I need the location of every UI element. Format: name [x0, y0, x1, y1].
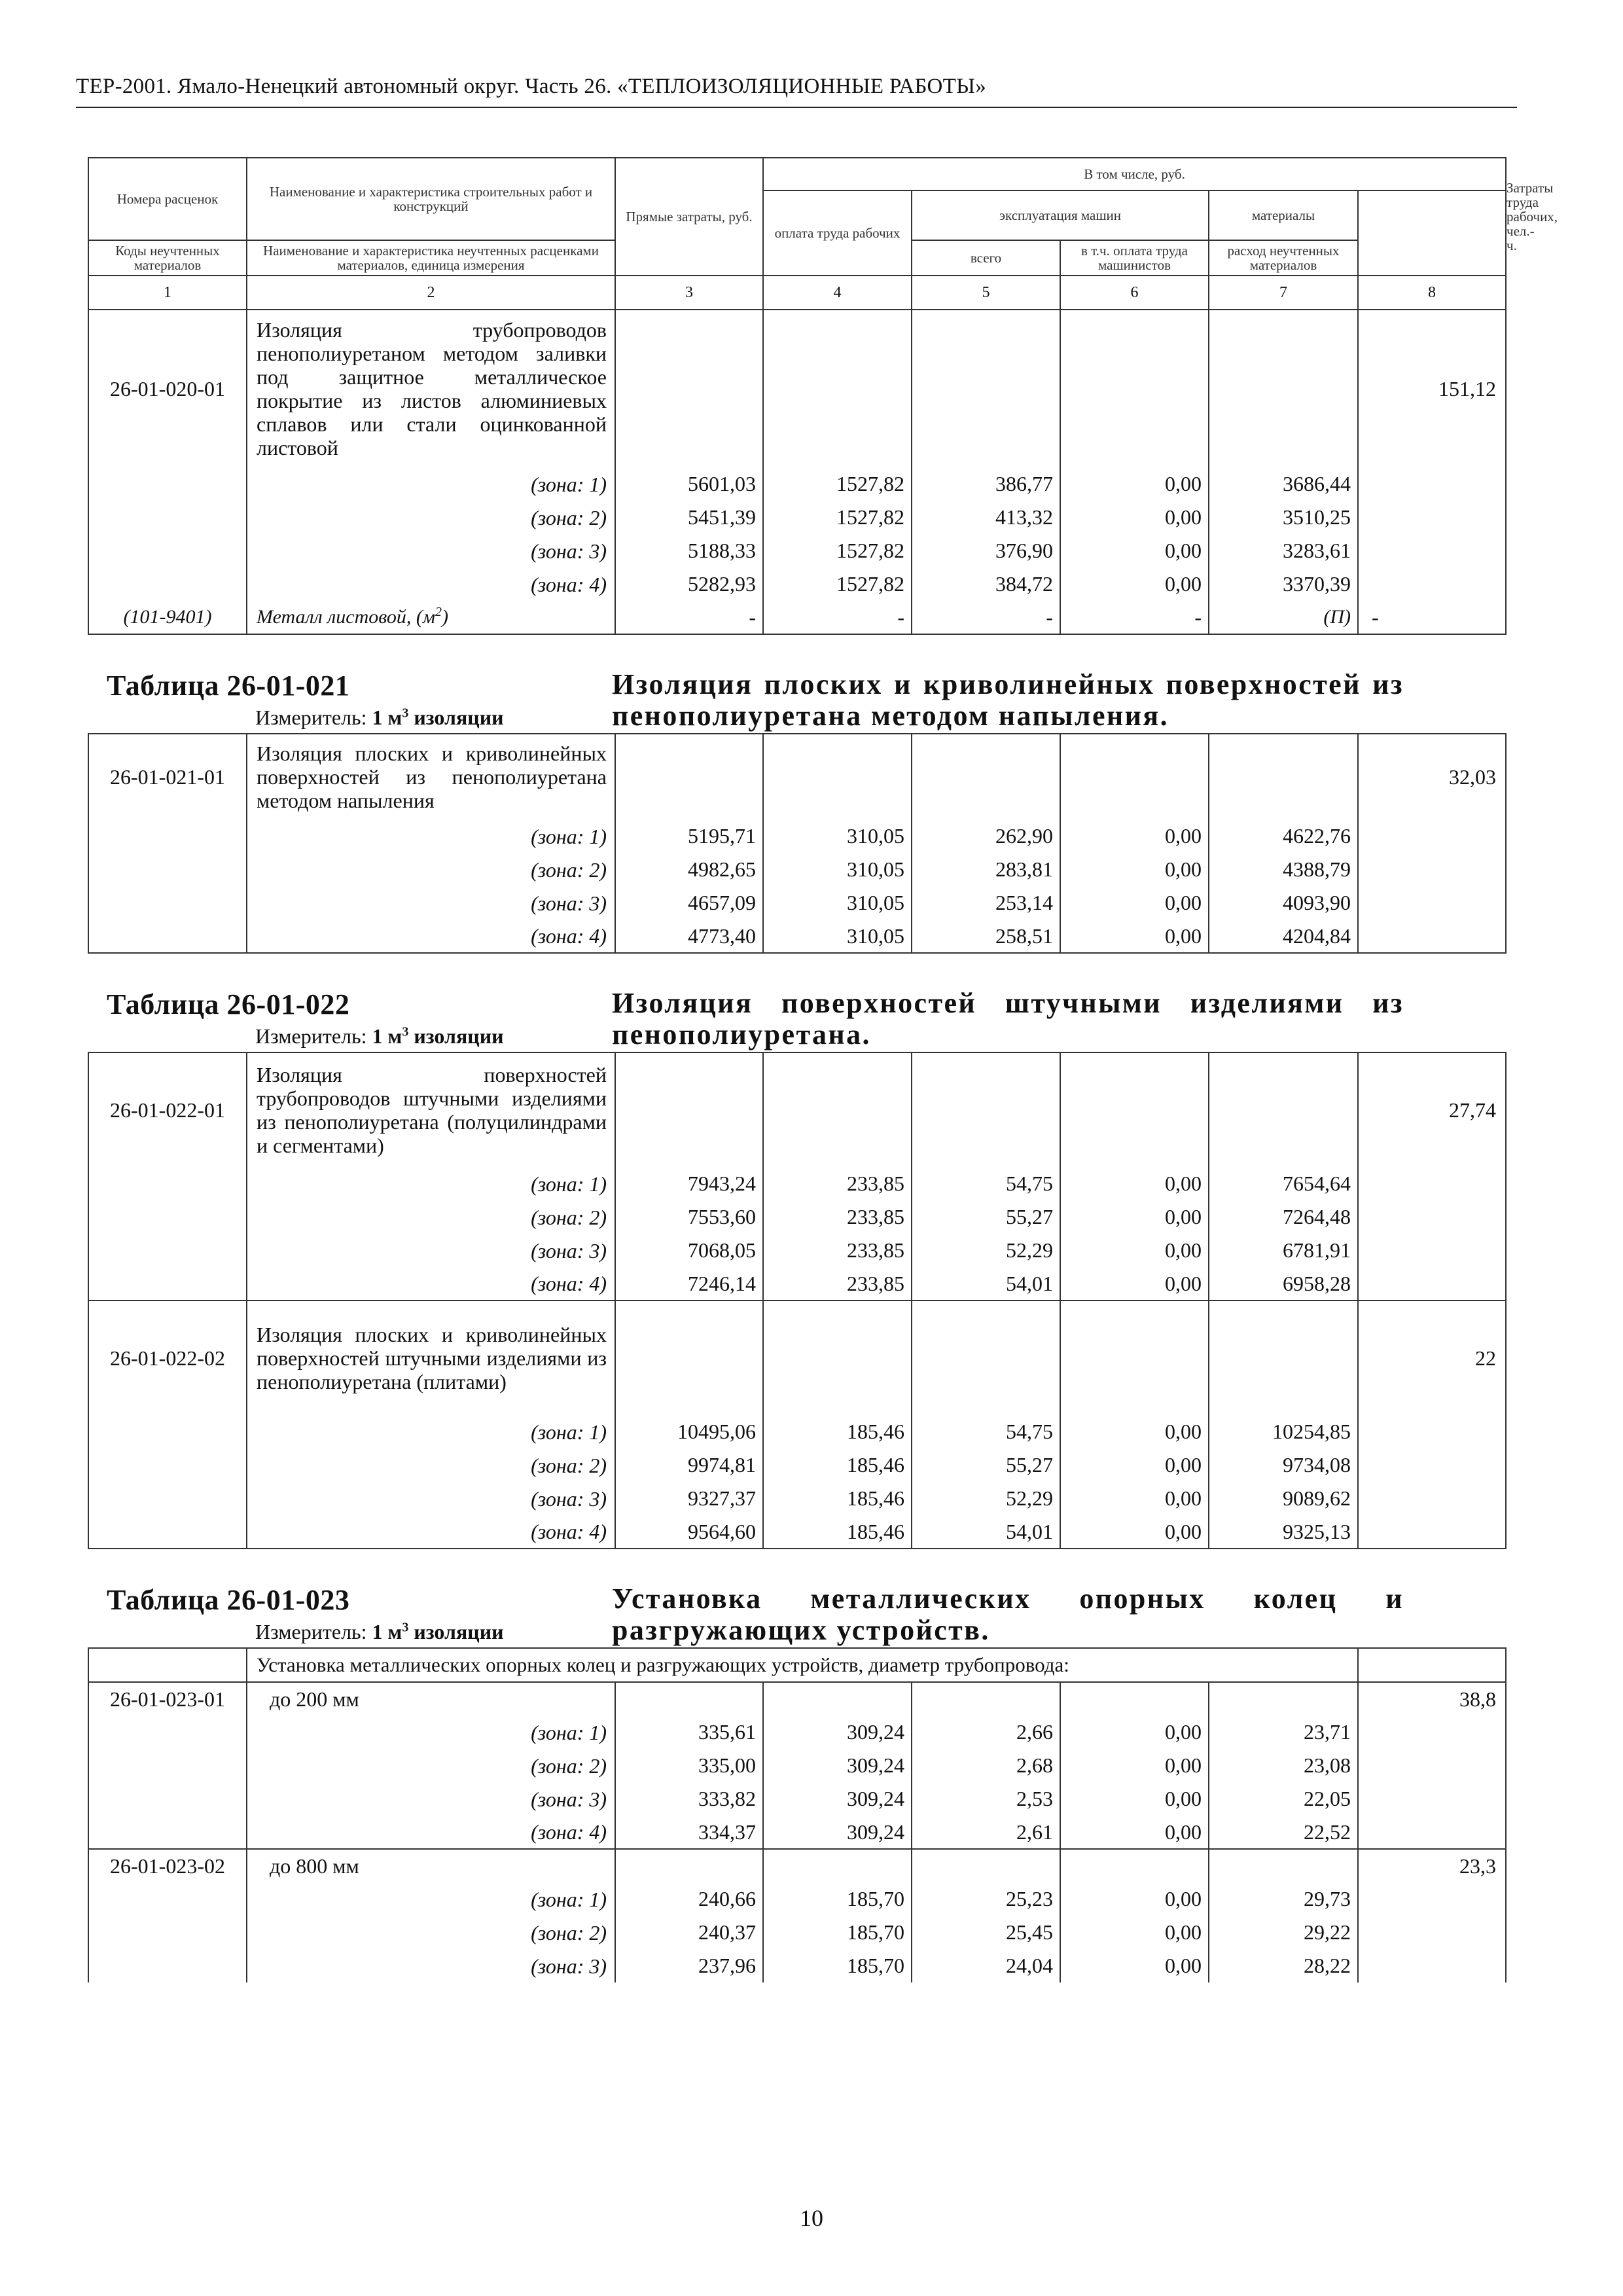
- zone-label: (зона: 1): [247, 467, 615, 501]
- zone-label: (зона: 2): [247, 853, 615, 886]
- zone-row: [88, 1482, 1506, 1515]
- zone-row: [88, 920, 1506, 953]
- zone-label: (зона: 4): [247, 1816, 615, 1849]
- table-title: Изоляция плоских и криволинейных поверхностей из пенополиуретана методом напыления.: [612, 668, 1404, 732]
- col-number: 2: [247, 276, 615, 310]
- worker-pay: 185,46: [763, 1482, 912, 1515]
- material-cell: (П): [1209, 601, 1358, 634]
- header-machines-total: всего: [912, 240, 1060, 276]
- zone-label: (зона: 1): [247, 1167, 615, 1200]
- material-cell: -: [615, 601, 763, 634]
- header-rate-numbers: Номера расценок: [88, 158, 247, 240]
- direct-cost: 4773,40: [615, 920, 763, 953]
- machinist-pay: 0,00: [1060, 1916, 1209, 1949]
- machines-total: 54,75: [912, 1167, 1060, 1200]
- zone-row: [88, 501, 1506, 534]
- direct-cost: 335,00: [615, 1749, 763, 1782]
- material-row: [88, 601, 1506, 634]
- direct-cost: 7553,60: [615, 1200, 763, 1234]
- machines-total: 253,14: [912, 886, 1060, 920]
- machines-total: 54,01: [912, 1515, 1060, 1549]
- direct-cost: 5195,71: [615, 819, 763, 853]
- machines-total: 55,27: [912, 1200, 1060, 1234]
- table-row: [88, 1052, 1506, 1167]
- machines-total: 2,61: [912, 1816, 1060, 1849]
- labor-cost: 23,3: [1358, 1849, 1506, 1882]
- worker-pay: 185,46: [763, 1415, 912, 1448]
- subsection-title: Установка металлических опорных колец и разгружающих устройств, диаметр трубопровода:: [247, 1648, 1358, 1682]
- zone-row: [88, 567, 1506, 601]
- running-head: ТЕР-2001. Ямало-Ненецкий автономный округ. Часть 26. «ТЕПЛОИЗОЛЯЦИОННЫЕ РАБОТЫ»: [76, 75, 986, 98]
- labor-cost: 151,12: [1358, 310, 1506, 467]
- machinist-pay: 0,00: [1060, 567, 1209, 601]
- rate-name: Изоляция поверхностей трубопроводов штучными изделиями из пенополиуретана (полуцилиндрами и сегментами): [247, 1052, 615, 1167]
- header-work-name: Наименование и характеристика строительных работ и конструкций: [247, 158, 615, 240]
- zone-label: (зона: 1): [247, 1415, 615, 1448]
- direct-cost: 9327,37: [615, 1482, 763, 1515]
- machines-total: 413,32: [912, 501, 1060, 534]
- materials-cost: 9734,08: [1209, 1448, 1358, 1482]
- table-number: Таблица 26-01-021: [107, 670, 350, 702]
- table-row: [88, 1849, 1506, 1882]
- machines-total: 55,27: [912, 1448, 1060, 1482]
- worker-pay: 1527,82: [763, 567, 912, 601]
- machines-total: 2,53: [912, 1782, 1060, 1816]
- worker-pay: 185,70: [763, 1916, 912, 1949]
- machines-total: 52,29: [912, 1482, 1060, 1515]
- direct-cost: 333,82: [615, 1782, 763, 1816]
- header-worker-pay: оплата труда рабочих: [763, 190, 912, 276]
- materials-cost: 4204,84: [1209, 920, 1358, 953]
- page-number: 10: [800, 2205, 823, 2231]
- machines-total: 2,66: [912, 1715, 1060, 1749]
- zone-label: (зона: 3): [247, 1949, 615, 1982]
- materials-cost: 23,71: [1209, 1715, 1358, 1749]
- worker-pay: 310,05: [763, 853, 912, 886]
- worker-pay: 310,05: [763, 886, 912, 920]
- material-cell: -: [1060, 601, 1209, 634]
- zone-row: [88, 534, 1506, 567]
- materials-cost: 28,22: [1209, 1949, 1358, 1982]
- worker-pay: 233,85: [763, 1267, 912, 1300]
- zone-label: (зона: 2): [247, 1448, 615, 1482]
- zone-row: [88, 1749, 1506, 1782]
- materials-cost: 6781,91: [1209, 1234, 1358, 1267]
- rate-name: Изоляция плоских и криволинейных поверхностей штучными изделиями из пенополиуретана (плитами): [247, 1300, 615, 1415]
- direct-cost: 9564,60: [615, 1515, 763, 1549]
- materials-cost: 4093,90: [1209, 886, 1358, 920]
- zone-row: [88, 1949, 1506, 1982]
- machinist-pay: 0,00: [1060, 1715, 1209, 1749]
- machines-total: 24,04: [912, 1949, 1060, 1982]
- material-cell: -: [763, 601, 912, 634]
- machines-total: 54,75: [912, 1415, 1060, 1448]
- machinist-pay: 0,00: [1060, 1448, 1209, 1482]
- zone-row: [88, 1916, 1506, 1949]
- table-title: Изоляция поверхностей штучными изделиями из пенополиуретана.: [612, 987, 1404, 1050]
- table-row: [88, 734, 1506, 819]
- table-number: Таблица 26-01-023: [107, 1584, 350, 1616]
- measure-unit: Измеритель: 1 $м^3$ изоляции: [255, 1024, 504, 1048]
- materials-cost: 23,08: [1209, 1749, 1358, 1782]
- worker-pay: 1527,82: [763, 534, 912, 567]
- rate-name: Изоляция трубопроводов пенополиуретаном методом заливки под защитное металлическое покрытие из листов алюминиевых сплавов или стали оцинкованной листовой: [247, 310, 615, 467]
- col-number: 6: [1060, 276, 1209, 310]
- zone-label: (зона: 1): [247, 1715, 615, 1749]
- direct-cost: 5601,03: [615, 467, 763, 501]
- worker-pay: 309,24: [763, 1816, 912, 1849]
- direct-cost: 334,37: [615, 1816, 763, 1849]
- materials-cost: 3283,61: [1209, 534, 1358, 567]
- header-rule: [76, 107, 1517, 108]
- rate-name: до 200 мм: [247, 1682, 615, 1715]
- machinist-pay: 0,00: [1060, 920, 1209, 953]
- worker-pay: 185,70: [763, 1882, 912, 1916]
- labor-cost: 22: [1358, 1300, 1506, 1415]
- header-materials: материалы: [1209, 190, 1358, 240]
- direct-cost: 240,66: [615, 1882, 763, 1916]
- machinist-pay: 0,00: [1060, 1267, 1209, 1300]
- materials-cost: 7264,48: [1209, 1200, 1358, 1234]
- materials-cost: 29,22: [1209, 1916, 1358, 1949]
- table-number: Таблица 26-01-022: [107, 988, 350, 1020]
- machinist-pay: 0,00: [1060, 467, 1209, 501]
- zone-row: [88, 1267, 1506, 1300]
- worker-pay: 185,70: [763, 1949, 912, 1982]
- header-material-codes: Коды неучтенных материалов: [88, 240, 247, 276]
- zone-row: [88, 1448, 1506, 1482]
- worker-pay: 309,24: [763, 1715, 912, 1749]
- measure-unit: Измеритель: 1 $м^3$ изоляции: [255, 1620, 504, 1643]
- zone-label: (зона: 4): [247, 1267, 615, 1300]
- machines-total: 386,77: [912, 467, 1060, 501]
- zone-label: (зона: 2): [247, 501, 615, 534]
- direct-cost: 335,61: [615, 1715, 763, 1749]
- col-number: 3: [615, 276, 763, 310]
- measure-unit: Измеритель: 1 $м^3$ изоляции: [255, 706, 504, 729]
- rate-code: 26-01-023-01: [88, 1682, 247, 1715]
- materials-cost: 29,73: [1209, 1882, 1358, 1916]
- direct-cost: 240,37: [615, 1916, 763, 1949]
- subsection-row: [88, 1648, 1506, 1682]
- header-machinist-pay: в т.ч. оплата труда машинистов: [1060, 240, 1209, 276]
- header-direct-costs: Прямые затраты, руб.: [615, 158, 763, 276]
- rate-code: 26-01-022-01: [88, 1052, 247, 1167]
- rate-code: 26-01-022-02: [88, 1300, 247, 1415]
- zone-label: (зона: 4): [247, 567, 615, 601]
- machinist-pay: 0,00: [1060, 1882, 1209, 1916]
- materials-cost: 9325,13: [1209, 1515, 1358, 1549]
- zone-label: (зона: 2): [247, 1749, 615, 1782]
- zone-row: [88, 1782, 1506, 1816]
- worker-pay: 310,05: [763, 920, 912, 953]
- col-number: 8: [1358, 276, 1506, 310]
- zone-label: (зона: 3): [247, 886, 615, 920]
- machines-total: 54,01: [912, 1267, 1060, 1300]
- worker-pay: 233,85: [763, 1234, 912, 1267]
- zone-row: [88, 819, 1506, 853]
- materials-cost: 4388,79: [1209, 853, 1358, 886]
- machinist-pay: 0,00: [1060, 1749, 1209, 1782]
- header-unaccounted-materials: расход неучтенных материалов: [1209, 240, 1358, 276]
- worker-pay: 310,05: [763, 819, 912, 853]
- zone-row: [88, 1415, 1506, 1448]
- worker-pay: 185,46: [763, 1448, 912, 1482]
- machines-total: 52,29: [912, 1234, 1060, 1267]
- worker-pay: 1527,82: [763, 467, 912, 501]
- labor-cost: 38,8: [1358, 1682, 1506, 1715]
- zone-label: (зона: 3): [247, 1234, 615, 1267]
- rates-table: Номера расценок Наименование и характеристика строительных работ и конструкций Прямые затраты, руб. В том числе, руб. Затраты труда рабочих, чел.-ч. оплата труда рабочих эксплуатация машин материалы Коды неучтенных материалов Наименование и характеристика неучтенных расценками материалов, единица измерения всего в т.ч. оплата труда машинистов расход неучтенных материалов 1 2 3 4 5 6 7 8 26-01-020-01 Изоляция трубопроводов пенополиуретаном методом заливки под защитное металлическое покрытие из листов алюминиевых сплавов или стали оцинкованной листовой 151,12 (зона: 1) 5601,03 1527,82 386,77 0,00 3686,44 (зона: 2) 5451,39 1527,82 413,32 0,00 3510,25 (зона: 3) 5188,33 1527,82 376,90 0,00 3283,61 (зона: 4) 5282,93 1527,82 384,72 0,00 3370,39 (101-9401) Металл листовой, $(м^2)$ - - - - (П) - Таблица 26-01-021 Изоляция плоских и криволинейных поверхностей из пенополиуретана методом напыления. Измеритель: 1 $м^3$ изоляции 26-01-021-01 Изоляция плоских и криволинейных поверхностей из пенополиуретана методом напыления 32,03 (зона: 1) 5195,71 310,05 262,90 0,00 4622,76 (зона: 2) 4982,65 310,05 283,81 0,00 4388,79 (зона: 3) 4657,09 310,05 253,14 0,00 4093,90 (зона: 4) 4773,40 310,05 258,51 0,00 4204,84 Таблица 26-01-022 Изоляция поверхностей штучными изделиями из пенополиуретана. Измеритель: 1 $м^3$ изоляции 26-01-022-01 Изоляция поверхностей трубопроводов штучными изделиями из пенополиуретана (полуцилиндрами и сегментами) 27,74 (зона: 1) 7943,24 233,85 54,75 0,00 7654,64 (зона: 2) 7553,60 233,85 55,27 0,00 7264,48 (зона: 3) 7068,05 233,85 52,29 0,00 6781,91 (зона: 4) 7246,14 233,85 54,01 0,00 6958,28 26-01-022-02 Изоляция плоских и криволинейных поверхностей штучными изделиями из пенополиуретана (плитами) 22 (зона: 1) 10495,06 185,46 54,75 0,00 10254,85 (зона: 2) 9974,81 185,46 55,27 0,00 9734,08 (зона: 3) 9327,37 185,46 52,29 0,00 9089,62 (зона: 4) 9564,60 185,46 54,01 0,00 9325,13 Таблица 26-01-023 Установка металлических опорных колец и разгружающих устройств. Измеритель: 1 $м^3$ изоляции Установка металлических опорных колец и разгружающих устройств, диаметр трубопровода: 26-01-023-01 до 200 мм 38,8 (зона: 1) 335,61 309,24 2,66 0,00 23,71 (зона: 2) 335,00 309,24 2,68 0,00 23,08 (зона: 3) 333,82 309,24 2,53 0,00 22,05 (зона: 4) 334,37 309,24 2,61 0,00 22,52 26-01-023-02 до 800 мм 23,3 (зона: 1) 240,66 185,70 25,23 0,00 29,73 (зона: 2) 240,37 185,70 25,45 0,00 29,22 (зона: 3) 237,96 185,70 24,04 0,00 28,22: [88, 157, 1507, 1982]
- worker-pay: 309,24: [763, 1749, 912, 1782]
- direct-cost: 7943,24: [615, 1167, 763, 1200]
- zone-label: (зона: 2): [247, 1916, 615, 1949]
- machinist-pay: 0,00: [1060, 1234, 1209, 1267]
- zone-row: [88, 1882, 1506, 1916]
- machinist-pay: 0,00: [1060, 1515, 1209, 1549]
- zone-label: (зона: 2): [247, 1200, 615, 1234]
- material-code: (101-9401): [88, 601, 247, 634]
- zone-row: [88, 1715, 1506, 1749]
- machines-total: 283,81: [912, 853, 1060, 886]
- zone-label: (зона: 3): [247, 534, 615, 567]
- machinist-pay: 0,00: [1060, 819, 1209, 853]
- header-including: В том числе, руб.: [763, 158, 1506, 190]
- zone-row: [88, 853, 1506, 886]
- table-row: [88, 1300, 1506, 1415]
- machines-total: 262,90: [912, 819, 1060, 853]
- col-number: 1: [88, 276, 247, 310]
- machines-total: 25,45: [912, 1916, 1060, 1949]
- machinist-pay: 0,00: [1060, 501, 1209, 534]
- machinist-pay: 0,00: [1060, 1816, 1209, 1849]
- worker-pay: 185,46: [763, 1515, 912, 1549]
- machinist-pay: 0,00: [1060, 1482, 1209, 1515]
- labor-cost: 32,03: [1358, 734, 1506, 819]
- materials-cost: 4622,76: [1209, 819, 1358, 853]
- labor-cost: 27,74: [1358, 1052, 1506, 1167]
- zone-row: [88, 1816, 1506, 1849]
- col-number: 7: [1209, 276, 1358, 310]
- worker-pay: 233,85: [763, 1167, 912, 1200]
- machinist-pay: 0,00: [1060, 1949, 1209, 1982]
- material-cell: -: [912, 601, 1060, 634]
- rate-name: Изоляция плоских и криволинейных поверхностей из пенополиуретана методом напыления: [247, 734, 615, 819]
- materials-cost: 22,52: [1209, 1816, 1358, 1849]
- direct-cost: 5188,33: [615, 534, 763, 567]
- machines-total: 2,68: [912, 1749, 1060, 1782]
- rate-code: 26-01-020-01: [88, 310, 247, 467]
- machinist-pay: 0,00: [1060, 886, 1209, 920]
- header-machines: эксплуатация машин: [912, 190, 1209, 240]
- zone-label: (зона: 4): [247, 1515, 615, 1549]
- zone-row: [88, 1515, 1506, 1549]
- machinist-pay: 0,00: [1060, 1415, 1209, 1448]
- worker-pay: 1527,82: [763, 501, 912, 534]
- zone-row: [88, 467, 1506, 501]
- rate-code: 26-01-023-02: [88, 1849, 247, 1882]
- materials-cost: 7654,64: [1209, 1167, 1358, 1200]
- materials-cost: 3370,39: [1209, 567, 1358, 601]
- worker-pay: 309,24: [763, 1782, 912, 1816]
- direct-cost: 7246,14: [615, 1267, 763, 1300]
- table-row: [88, 310, 1506, 467]
- table-title: Установка металлических опорных колец и разгружающих устройств.: [612, 1583, 1404, 1646]
- materials-cost: 3686,44: [1209, 467, 1358, 501]
- zone-label: (зона: 1): [247, 1882, 615, 1916]
- machines-total: 384,72: [912, 567, 1060, 601]
- header-material-names: Наименование и характеристика неучтенных расценками материалов, единица измерения: [247, 240, 615, 276]
- machinist-pay: 0,00: [1060, 853, 1209, 886]
- machinist-pay: 0,00: [1060, 1167, 1209, 1200]
- direct-cost: 237,96: [615, 1949, 763, 1982]
- machines-total: 258,51: [912, 920, 1060, 953]
- machinist-pay: 0,00: [1060, 534, 1209, 567]
- direct-cost: 10495,06: [615, 1415, 763, 1448]
- materials-cost: 22,05: [1209, 1782, 1358, 1816]
- direct-cost: 5451,39: [615, 501, 763, 534]
- machines-total: 376,90: [912, 534, 1060, 567]
- rate-name: до 800 мм: [247, 1849, 615, 1882]
- machinist-pay: 0,00: [1060, 1782, 1209, 1816]
- zone-row: [88, 1234, 1506, 1267]
- direct-cost: 4982,65: [615, 853, 763, 886]
- material-name: Металл листовой, $(м^2)$: [247, 601, 615, 634]
- materials-cost: 9089,62: [1209, 1482, 1358, 1515]
- zone-row: [88, 1200, 1506, 1234]
- direct-cost: 5282,93: [615, 567, 763, 601]
- materials-cost: 10254,85: [1209, 1415, 1358, 1448]
- materials-cost: 3510,25: [1209, 501, 1358, 534]
- machinist-pay: 0,00: [1060, 1200, 1209, 1234]
- machines-total: 25,23: [912, 1882, 1060, 1916]
- zone-label: (зона: 3): [247, 1782, 615, 1816]
- col-number: 4: [763, 276, 912, 310]
- zone-label: (зона: 3): [247, 1482, 615, 1515]
- material-cell: -: [1358, 601, 1506, 634]
- worker-pay: 233,85: [763, 1200, 912, 1234]
- direct-cost: 9974,81: [615, 1448, 763, 1482]
- direct-cost: 7068,05: [615, 1234, 763, 1267]
- zone-row: [88, 1167, 1506, 1200]
- rate-code: 26-01-021-01: [88, 734, 247, 819]
- zone-label: (зона: 4): [247, 920, 615, 953]
- zone-label: (зона: 1): [247, 819, 615, 853]
- materials-cost: 6958,28: [1209, 1267, 1358, 1300]
- zone-row: [88, 886, 1506, 920]
- table-row: [88, 1682, 1506, 1715]
- col-number: 5: [912, 276, 1060, 310]
- direct-cost: 4657,09: [615, 886, 763, 920]
